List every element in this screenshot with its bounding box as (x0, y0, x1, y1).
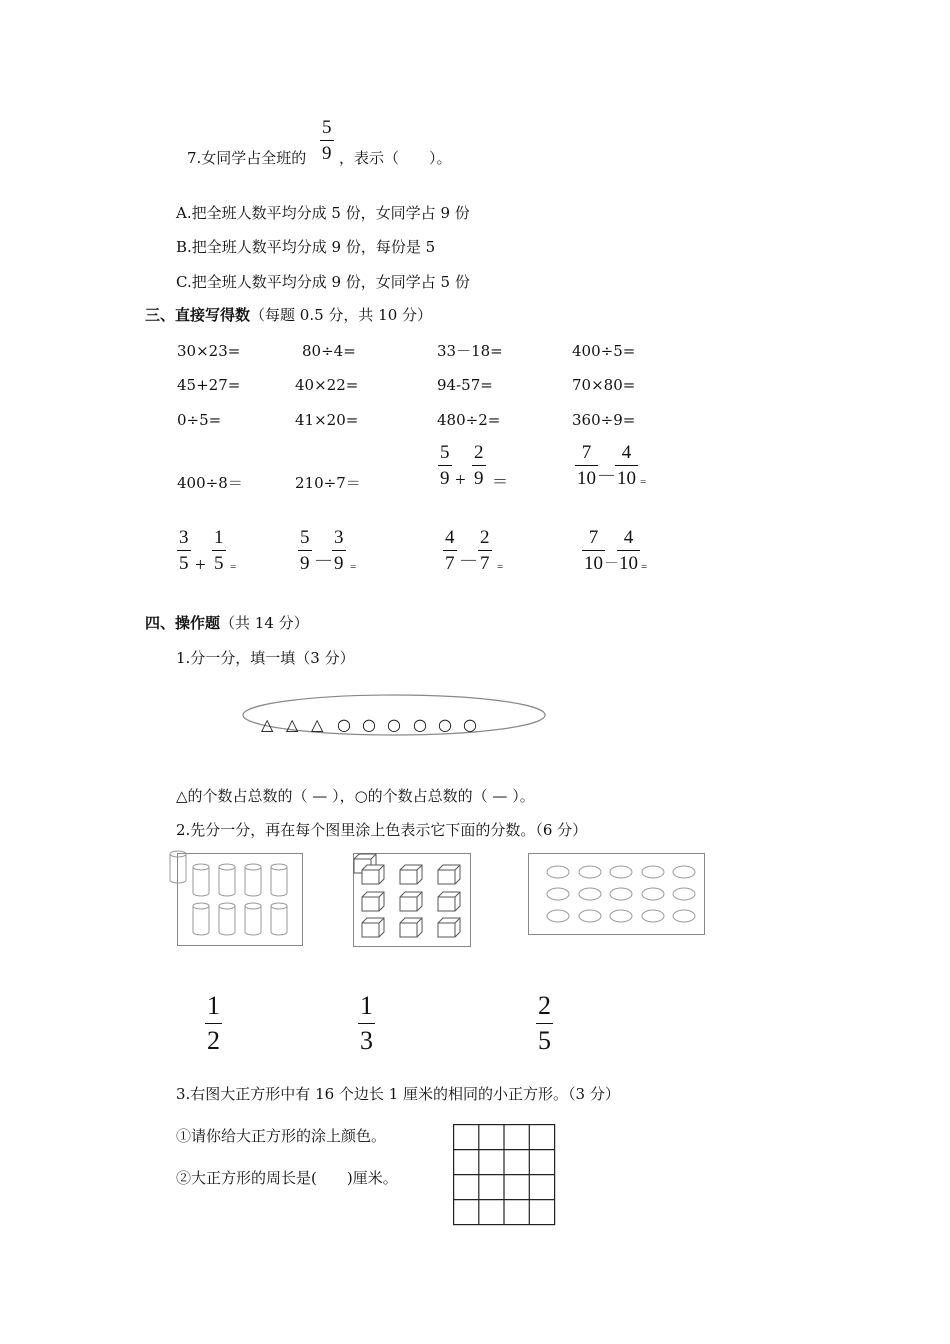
q1-label: 1.分一分，填一填（3 分） (176, 649, 355, 667)
fraction: 4 10 (617, 442, 636, 489)
calc-item: 70×80= (572, 376, 636, 394)
shape-triangle: △ (311, 715, 324, 734)
fraction: 1 5 (214, 527, 224, 574)
fraction: 2 9 (474, 442, 484, 489)
q7-option-b: B.把全班人数平均分成 9 份，每份是 5 (176, 238, 436, 256)
fraction: 2 7 (480, 527, 490, 574)
q7-suffix: ，表示（ ）。 (339, 149, 452, 167)
shape-triangle: △ (261, 715, 274, 734)
shape-circle: ○ (438, 715, 452, 734)
operator: + (455, 470, 466, 491)
fraction: 4 10 (619, 527, 638, 574)
fraction: 7 10 (577, 442, 596, 489)
q7-fraction-numerator: 5 (322, 117, 332, 138)
section3-title: 三、直接写得数 (145, 306, 251, 324)
fraction: 5 9 (300, 527, 310, 574)
q7-option-a: A.把全班人数平均分成 5 份，女同学占 9 份 (176, 204, 470, 222)
section3-heading (145, 306, 432, 324)
q3-item1: ①请你给大正方形的涂上颜色。 (176, 1127, 387, 1145)
section4-note: （共 14 分） (220, 614, 309, 632)
calc-item: 41×20= (295, 411, 359, 429)
calc-item: 45+27= (177, 376, 241, 394)
fraction-two-fifths: 2 5 (538, 991, 551, 1055)
calc-item: 30×23= (177, 342, 241, 360)
fraction: 3 9 (334, 527, 344, 574)
operator: — (599, 467, 614, 483)
calc-item: 400÷5= (572, 342, 636, 360)
operator: — (461, 552, 476, 568)
equals-sign: = (641, 561, 648, 573)
shape-circle: ○ (337, 715, 351, 734)
shape-circle: ○ (413, 715, 427, 734)
section4-title: 四、操作题 (145, 614, 221, 632)
equals-sign: = (497, 561, 504, 573)
equals-sign: = (350, 561, 357, 573)
fraction-one-third: 1 3 (360, 991, 373, 1055)
fraction: 3 5 (179, 527, 189, 574)
q1-fill-text: △的个数占总数的（ — ），○的个数占总数的（ — ）。 (176, 787, 535, 805)
ellipse-box (528, 853, 705, 935)
calc-item: 94-57= (437, 376, 493, 394)
fraction: 4 7 (445, 527, 455, 574)
calc-item: 210÷7＝ (295, 474, 361, 492)
shape-triangle: △ (286, 715, 299, 734)
calc-item: 40×22= (295, 376, 359, 394)
calc-item: 80÷4= (302, 342, 356, 360)
equals-sign: = (640, 476, 647, 488)
ellipse-grid (529, 854, 704, 934)
calc-item: 360÷9= (572, 411, 636, 429)
q3-item2: ②大正方形的周长是( )厘米。 (176, 1169, 398, 1187)
shape-circle: ○ (463, 715, 477, 734)
operator: — (606, 556, 617, 568)
shape-circle: ○ (387, 715, 401, 734)
q7-fraction (320, 118, 334, 163)
operator: — (316, 552, 331, 568)
square-grid (453, 1124, 556, 1226)
fraction: 7 10 (584, 527, 603, 574)
section3-note: （每题 0.5 分，共 10 分） (250, 306, 433, 324)
q7-prefix: 7.女同学占全班的 (187, 149, 307, 167)
calc-item: 480÷2= (437, 411, 501, 429)
cube-grid (354, 854, 470, 946)
q7-option-c: C.把全班人数平均分成 9 份，女同学占 5 份 (176, 273, 470, 291)
cube-box (353, 853, 471, 947)
shape-circle: ○ (362, 715, 376, 734)
q3-label: 3.右图大正方形中有 16 个边长 1 厘米的相同的小正方形。（3 分） (176, 1085, 620, 1103)
fraction-one-half: 1 2 (207, 991, 220, 1055)
equals-sign: = (230, 561, 237, 573)
equals-sign: ＝ (492, 474, 509, 491)
section4-heading (145, 614, 309, 632)
calc-item: 400÷8＝ (177, 474, 243, 492)
calc-item: 0÷5= (177, 411, 222, 429)
cylinder-box (177, 853, 303, 946)
cylinder-grid (178, 854, 302, 945)
operator: + (195, 555, 206, 576)
q2-label: 2.先分一分，再在每个图里涂上色表示它下面的分数。（6 分） (176, 821, 588, 839)
calc-item: 33－18= (437, 342, 503, 360)
fraction: 5 9 (440, 442, 450, 489)
q7-fraction-denominator: 9 (322, 143, 332, 164)
